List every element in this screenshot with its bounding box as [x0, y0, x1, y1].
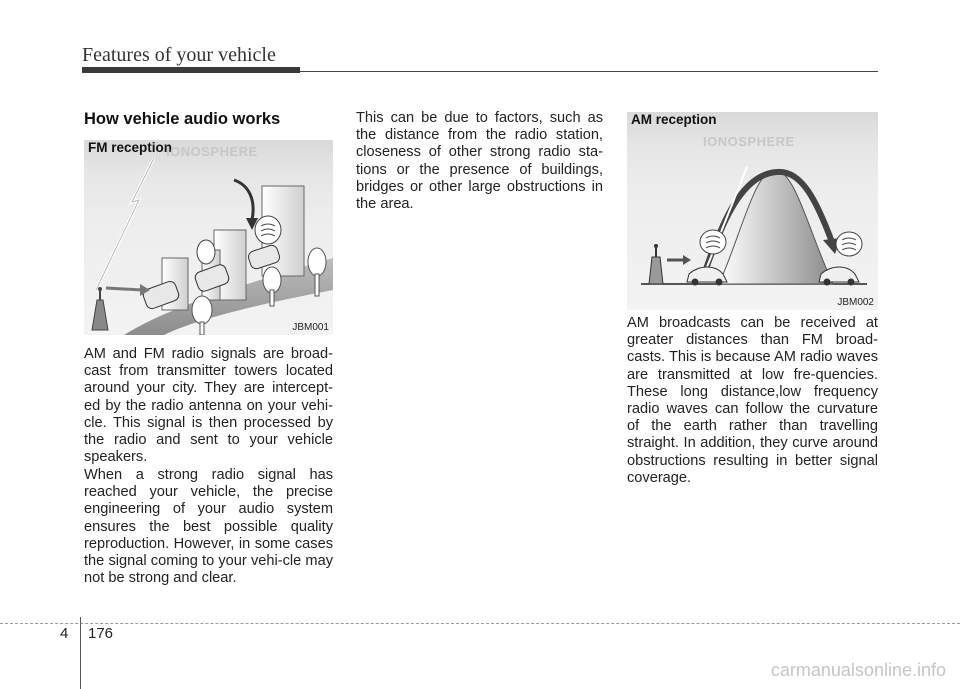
footer-chapter-number: 4 — [60, 625, 69, 642]
footer-divider — [80, 617, 81, 689]
am-reception-figure — [627, 112, 878, 310]
middle-paragraph: This can be due to factors, such as the distance from the radio station, closeness of other strong radio sta-tions or the presence of buildings, bridges or other large obstructions in the area. — [356, 110, 603, 213]
left-paragraph-1: AM and FM radio signals are broad-cast from transmitter towers located around your city. They are intercept-ed by the radio antenna on your vehi-cle. This signal is then processed by the radio and sent to your vehicle speakers. — [84, 346, 333, 466]
fm-ionosphere-label: IONOSPHERE — [166, 144, 258, 159]
site-watermark: carmanualsonline.info — [770, 660, 946, 680]
fm-figure-code: JBM001 — [292, 322, 329, 333]
right-paragraph: AM broadcasts can be received at greater distances than FM broad-casts. This is because AM radio waves are transmitted at low fre-quencies. These long distance,low frequency radio waves can follow the curvature of the earth rather than travelling straight. In addition, they curve around obstructions resulting in better signal coverage. — [627, 315, 878, 486]
am-figure-code: JBM002 — [837, 297, 874, 308]
fm-reception-illustration — [84, 140, 333, 335]
page-header-title: Features of your vehicle — [82, 44, 276, 66]
header-bar — [82, 67, 300, 73]
header-rule — [300, 71, 878, 72]
fm-reception-figure — [84, 140, 333, 335]
footer-rule — [0, 623, 960, 624]
section-heading: How vehicle audio works — [84, 110, 281, 128]
left-paragraph-2: When a strong radio signal has reached your vehicle, the precise engineering of your audio system ensures the best possible quality reproduction. However, in some cases the signal coming to your vehi-cle may not be strong and clear. — [84, 467, 333, 587]
fm-figure-title: FM reception — [88, 140, 173, 155]
footer-page-number: 176 — [88, 625, 114, 642]
am-figure-title: AM reception — [631, 112, 717, 127]
am-ionosphere-label: IONOSPHERE — [703, 134, 795, 149]
